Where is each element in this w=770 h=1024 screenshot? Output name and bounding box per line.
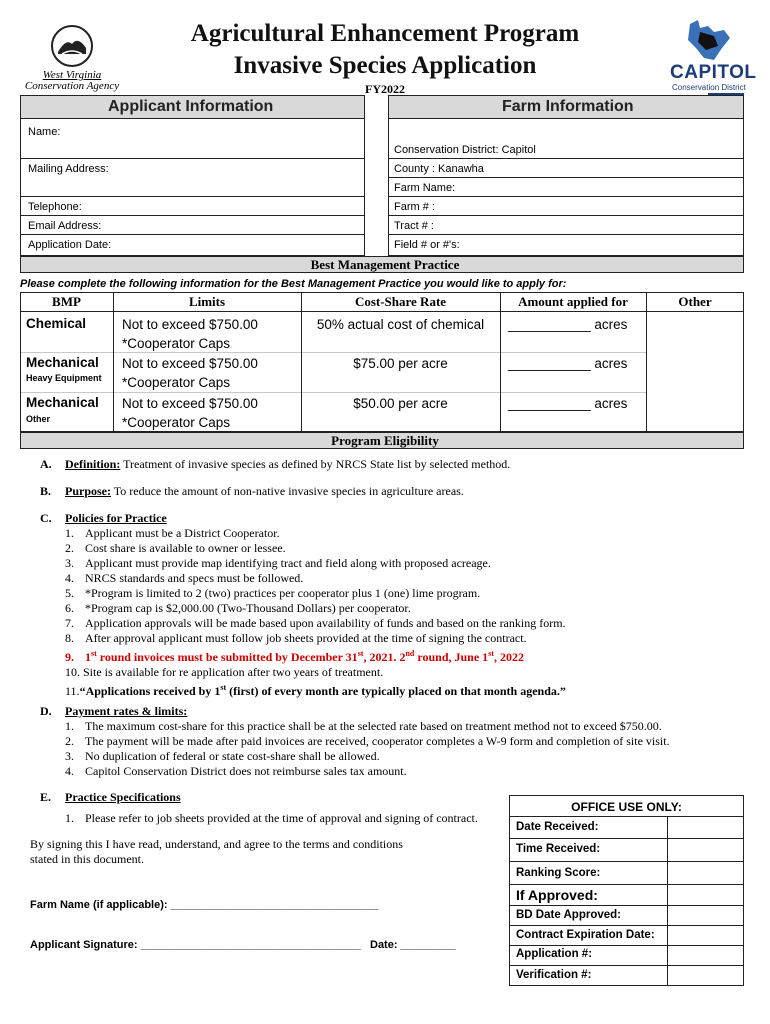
col-header-rate: Cost-Share Rate <box>354 294 447 309</box>
farm-heading: Farm Information <box>502 98 634 115</box>
wv-logo-line2: Conservation Agency <box>24 80 120 92</box>
wv-state-map-icon <box>684 18 734 64</box>
bmp-row-limit-cap: *Cooperator Caps <box>122 336 231 351</box>
bd-date-approved-label: BD Date Approved: <box>516 909 621 921</box>
page-title-line1: Agricultural Enhancement Program <box>190 20 580 47</box>
application-date-field[interactable]: Application Date: <box>28 239 112 251</box>
list-item: 10. Site is available for re application after two years of treatment. <box>65 665 384 679</box>
list-item: 4. NRCS standards and specs must be followed. <box>65 571 304 585</box>
bmp-row-name: Mechanical <box>26 395 99 410</box>
bmp-row-limit: Not to exceed $750.00 <box>122 396 258 411</box>
bmp-row-rate: $50.00 per acre <box>353 396 448 411</box>
bmp-row-limit-cap: *Cooperator Caps <box>122 375 231 390</box>
list-item: 6. *Program cap is $2,000.00 (Two-Thousand Dollars) per cooperator. <box>65 601 411 615</box>
capitol-district-logo <box>668 18 757 96</box>
application-number-label: Application #: <box>516 948 593 960</box>
practice-spec-item: 1. Please refer to job sheets provided at the time of approval and signing of contract. <box>65 811 478 825</box>
mailing-address-field[interactable]: Mailing Address: <box>28 163 109 175</box>
farm-info-box <box>388 95 744 256</box>
tract-number-field[interactable]: Tract # : <box>394 220 434 232</box>
bmp-row-limit: Not to exceed $750.00 <box>122 317 258 332</box>
list-item: 1. Applicant must be a District Cooperator. <box>65 526 280 540</box>
practice-spec-heading: E. Practice Specifications <box>40 790 181 804</box>
wv-logo-line1: West Virginia <box>42 69 102 81</box>
bmp-instructions: Please complete the following information for the Best Management Practice you would like to apply for: <box>20 278 567 290</box>
bmp-row-amount[interactable]: ___________ acres <box>508 356 628 371</box>
bmp-row-limit-cap: *Cooperator Caps <box>122 415 231 430</box>
fiscal-year: FY2022 <box>365 82 405 96</box>
list-item: 5. *Program is limited to 2 (two) practices per cooperator plus 1 (one) lime program. <box>65 586 481 600</box>
bmp-row-rate: $75.00 per acre <box>353 356 448 371</box>
list-item: 3. Applicant must provide map identifying tract and field along with proposed acreage. <box>65 556 491 570</box>
bmp-row-name: Mechanical <box>26 355 99 370</box>
farm-name-signature-field[interactable]: Farm Name (if applicable): __________________________________ <box>30 899 379 911</box>
telephone-field[interactable]: Telephone: <box>28 201 82 213</box>
farm-number-field[interactable]: Farm # : <box>394 201 435 213</box>
bmp-row-amount[interactable]: ___________ acres <box>508 317 628 332</box>
col-header-limits: Limits <box>188 294 226 309</box>
bmp-row-amount[interactable]: ___________ acres <box>508 396 628 411</box>
bmp-heading: Best Management Practice <box>310 257 460 272</box>
list-item: 11.“Applications received by 1st (first) of every month are typically placed on that month agenda.” <box>65 683 566 698</box>
policies-heading: C. Policies for Practice <box>40 511 167 525</box>
district-label: Conservation District: Capitol <box>394 144 536 156</box>
bmp-row-limit: Not to exceed $750.00 <box>122 356 258 371</box>
policies-list <box>65 526 566 699</box>
agreement-statement: By signing this I have read, understand, and agree to the terms and conditions stated in this document. <box>30 837 403 866</box>
col-header-other: Other <box>678 294 712 309</box>
page-title-line2: Invasive Species Application <box>233 52 537 79</box>
col-header-bmp: BMP <box>52 294 81 309</box>
office-use-heading: OFFICE USE ONLY: <box>571 800 682 814</box>
if-approved-label: If Approved: <box>516 887 598 903</box>
applicant-signature-field[interactable]: Applicant Signature: ____________________________________ <box>30 939 361 951</box>
signature-date-field[interactable]: Date: _________ <box>370 939 456 951</box>
list-item: 7. Application approvals will be made based upon availability of funds and based on the ranking form. <box>65 616 566 630</box>
list-item: 8. After approval applicant must follow job sheets provided at the time of signing the contract. <box>65 631 527 645</box>
time-received-label: Time Received: <box>516 843 601 855</box>
capitol-logo-sub: Conservation District <box>672 83 746 92</box>
list-item: 2. The payment will be made after paid invoices are received, cooperator completes a W-9 form and completion of site visit. <box>65 734 670 748</box>
payment-list <box>65 719 670 779</box>
bmp-row-sub: Heavy Equipment <box>26 373 102 383</box>
purpose-item: B. Purpose: To reduce the amount of non-native invasive species in agriculture areas. <box>40 484 464 498</box>
field-number-field[interactable]: Field # or #'s: <box>394 239 460 251</box>
date-received-label: Date Received: <box>516 821 599 833</box>
email-field[interactable]: Email Address: <box>28 220 102 232</box>
capitol-logo-word: CAPITOL <box>670 62 757 83</box>
contract-expiration-label: Contract Expiration Date: <box>516 929 655 941</box>
name-field[interactable]: Name: <box>28 126 61 138</box>
bmp-row-name: Chemical <box>26 316 87 331</box>
list-item: 2. Cost share is available to owner or lessee. <box>65 541 286 555</box>
verification-number-label: Verification #: <box>516 969 592 981</box>
definition-item: A. Definition: Treatment of invasive species as defined by NRCS State list by selected method. <box>40 457 511 471</box>
county-label: County : Kanawha <box>394 163 484 175</box>
col-header-amount: Amount applied for <box>518 294 628 309</box>
list-item: 4. Capitol Conservation District does not reimburse sales tax amount. <box>65 764 407 778</box>
bmp-row-rate: 50% actual cost of chemical <box>316 317 485 332</box>
eligibility-heading: Program Eligibility <box>331 433 439 448</box>
ranking-score-label: Ranking Score: <box>516 867 601 879</box>
payment-heading: D. Payment rates & limits: <box>40 704 188 718</box>
list-item: 3. No duplication of federal or state cost-share shall be allowed. <box>65 749 380 763</box>
farm-name-field[interactable]: Farm Name: <box>394 182 456 194</box>
list-item: 1. The maximum cost-share for this practice shall be at the selected rate based on treatment method not to exceed $750.00. <box>65 719 662 733</box>
applicant-heading: Applicant Information <box>108 98 274 115</box>
bmp-row-sub: Other <box>26 414 51 424</box>
list-item-deadline: 9. 1st round invoices must be submitted by December 31st, 2021. 2nd round, June 1st, 2022 <box>65 649 524 664</box>
